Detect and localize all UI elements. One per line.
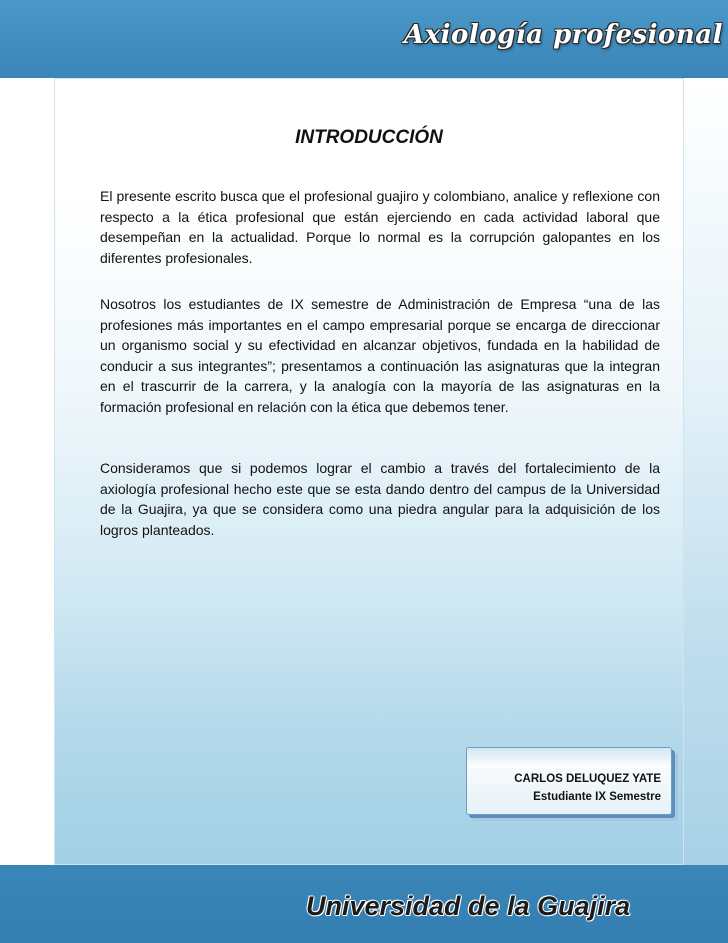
header-title: Axiología profesional	[404, 20, 723, 50]
left-margin-stripe	[0, 78, 54, 865]
footer-title: Universidad de la Guajira	[306, 891, 631, 921]
author-role: Estudiante IX Semestre	[533, 791, 661, 803]
paragraph-intro: El presente escrito busca que el profesional guajiro y colombiano, analice y reflexione con respecto a la ética profesional que están ejerciendo en cada actividad laboral que desempeñan en la actualidad. Porque lo normal es la corrupción galopantes en los diferentes profesionales.	[100, 188, 660, 266]
page-title: INTRODUCCIÓN	[295, 127, 443, 148]
author-box-highlight	[467, 748, 671, 768]
author-signature-box	[466, 747, 672, 815]
author-name: CARLOS DELUQUEZ YATE	[514, 773, 661, 785]
paragraph-conclusion: Consideramos que si podemos lograr el cambio a través del fortalecimiento de la axiología profesional hecho este que se esta dando dentro del campus de la Universidad de la Guajira, ya que se considera como una piedra angular para la adquisición de los logros planteados.	[100, 460, 660, 538]
paragraph-students: Nosotros los estudiantes de IX semestre de Administración de Empresa “una de las profesiones más importantes en el campo empresarial porque se encarga de direccionar un organismo social y su efectividad en alcanzar objetivos, fundada en la habilidad de conducir a sus integrantes”; presentamos a continuación las asignaturas que la integran en el trascurrir de la carrera, y la analogía con la mayoría de las asignaturas en la formación profesional en relación con la ética que debemos tener.	[100, 296, 660, 415]
right-margin-stripe	[684, 78, 728, 865]
